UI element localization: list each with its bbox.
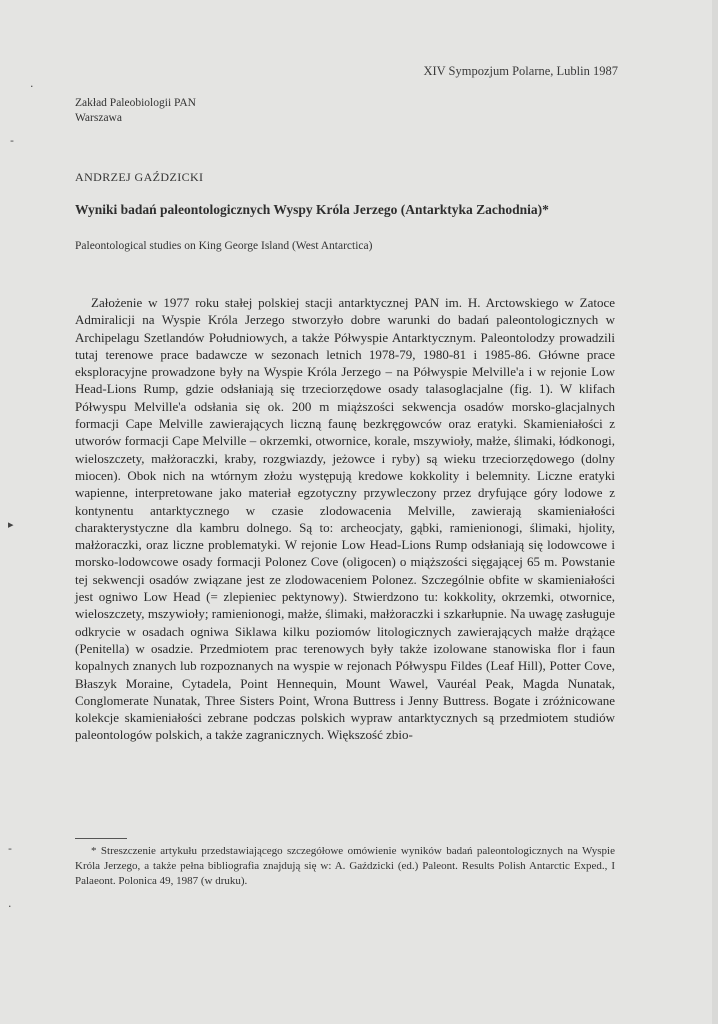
body-paragraph: Założenie w 1977 roku stałej polskiej stacji antarktycznej PAN im. H. Arctowskiego w Zatoce Admiralicji na Wyspie Króla Jerzego stworzyło dobre warunki do badań paleontologicznych w Archipelagu Szetlandów Południowych, a także Półwyspie Antarktycznym. Paleontolodzy prowadzili tutaj terenowe prace badawcze w sezonach letnich 1978-79, 1980-81 i 1985-86. Główne prace eksploracyjne prowadzone były na Wyspie Króla Jerzego – na Półwyspie Melville'a i w rejonie Low Head-Lions Rump, gdzie odsłaniają się trzeciorzędowe osady talasoglacjalne (fig. 1). W klifach Półwyspu Melville'a odsłania się ok. 200 m miąższości sekwencja osadów morsko-glacjalnych formacji Cape Melville zawierających liczną faunę bezkręgowców oraz eratyki. Skamieniałości z utworów formacji Cape Melville – okrzemki, otwornice, korale, mszywioły, małże, ślimaki, łódkonogi, wieloszczety, małżoraczki, kraby, rozgwiazdy, jeżowce i ryby) są wieku trzeciorzędowego (dolny miocen). Obok nich na wtórnym złożu występują kredowe kokkolity i belemnity. Liczne eratyki wapienne, interpretowane jako materiał egzotyczny przywleczony przez dryfujące góry lodowe z kontynentu antarktycznego w czasie zlodowacenia Melville, zawierają skamieniałości charakterystyczne dla kambru dolnego. Są to: archeocjaty, gąbki, ramienionogi, ślimaki, hjolity, małżoraczki, oraz liczne problematyki. W rejonie Low Head-Lions Rump odsłaniają się lodowcowe i morsko-lodowcowe osady formacji Polonez Cove (oligocen) o miąższości sięgającej 65 m. Powstanie tej sekwencji osadów związane jest ze zlodowaceniem Polonez. Szczególnie obfite w skamieniałości jest ogniwo Low Head (= zlepieniec pektynowy). Stwierdzono tu: kokkolity, okrzemki, otwornice, wieloszczety, mszywioły; ramienionogi, małże, ślimaki, małżoraczki i szkarłupnie. Na uwagę zasługuje odkrycie w osadach ogniwa Siklawa kilku poziomów litologicznych zawierających małże drążące (Penitella) w osadzie. Przedmiotem prac terenowych były także izolowane stanowiska flor i faun kopalnych znanych lub rozpoznanych na wyspie w rejonach Półwyspu Fildes (Leaf Hill), Potter Cove, Błaszyk Moraine, Cytadela, Point Hennequin, Mount Wawel, Vauréal Peak, Magda Nunatak, Conglomerate Nunatak, Three Sisters Point, Wrona Buttress i Jenny Buttress. Bogate i zróżnicowane kolekcje skamieniałości zebrane podczas polskich wypraw antarktycznych są przedmiotem studiów paleontologów polskich, a także zagranicznych. Większość zbio-: [75, 295, 615, 743]
footnote-divider: [75, 838, 127, 839]
article-title: Wyniki badań paleontologicznych Wyspy Króla Jerzego (Antarktyka Zachodnia)*: [75, 202, 549, 217]
conference-header: XIV Sympozjum Polarne, Lublin 1987: [423, 64, 618, 78]
scan-mark: -: [10, 134, 14, 147]
affiliation-city: Warszawa: [75, 112, 122, 124]
affiliation-institute: Zakład Paleobiologii PAN: [75, 97, 196, 109]
affiliation: [75, 96, 196, 126]
scan-mark: ·: [30, 80, 34, 93]
footnote: * Streszczenie artykułu przedstawiającego szczegółowe omówienie wyników badań paleontologicznych na Wyspie Króla Jerzego, a także pełna bibliografia znajdują się w: A. Gaździcki (ed.) Paleont. Results Polish Antarctic Exped., I Palaeont. Polonica 49, 1987 (w druku).: [75, 845, 615, 887]
scan-mark: -: [8, 842, 12, 855]
author-name: ANDRZEJ GAŹDZICKI: [75, 170, 204, 184]
article-title-english: Paleontological studies on King George Island (West Antarctica): [75, 240, 373, 252]
scan-mark: ▸: [8, 518, 14, 531]
scan-mark: ·: [8, 900, 12, 913]
